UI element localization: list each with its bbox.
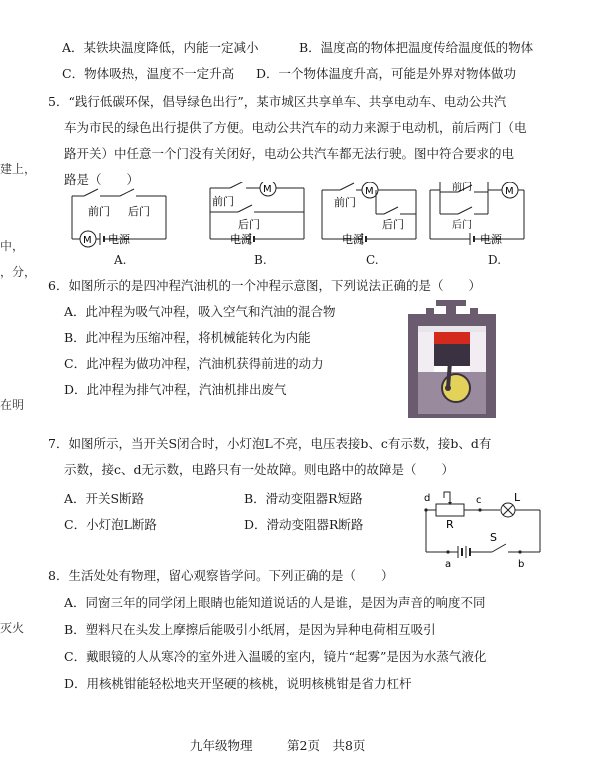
q7-circuit-diagram xyxy=(418,490,546,572)
edge-fragment: 中， xyxy=(0,239,25,253)
q7-option-b[interactable]: B．滑动变阻器R短路 xyxy=(244,491,363,506)
power-label: 电源 xyxy=(480,233,502,246)
circuit-diagram-b xyxy=(208,182,308,252)
q5-option-d[interactable]: D. xyxy=(488,253,502,267)
q7-option-c[interactable]: C．小灯泡L断路 xyxy=(64,517,157,532)
q7-option-a[interactable]: A．开关S断路 xyxy=(64,491,145,506)
q6-stem: 6．如图所示的是四冲程汽油机的一个冲程示意图，下列说法正确的是（ ） xyxy=(48,278,481,293)
q8-option-d[interactable]: D．用核桃钳能轻松地夹开坚硬的核桃，说明核桃钳是省力杠杆 xyxy=(64,676,412,691)
q4-option-a[interactable]: A．某铁块温度降低，内能一定减小 xyxy=(62,40,259,55)
front-door-label: 前门 xyxy=(88,205,110,218)
power-label: 电源 xyxy=(230,233,252,246)
q5-option-c[interactable]: C. xyxy=(366,253,379,267)
q7-stem-line: 7．如图所示，当开关S闭合时，小灯泡L不亮，电压表接b、c有示数，接b、d有 xyxy=(48,436,492,451)
footer-page-number: 第2页 共8页 xyxy=(287,738,366,753)
q6-option-d[interactable]: D．此冲程为排气冲程，汽油机排出废气 xyxy=(64,382,287,397)
edge-fragment: 灭火 xyxy=(0,621,25,635)
power-label: 电源 xyxy=(342,233,364,246)
circuit-diagram-d xyxy=(428,182,528,252)
engine-cylinder-illustration xyxy=(398,300,506,420)
edge-fragment: 建上， xyxy=(0,162,37,176)
q6-option-c[interactable]: C．此冲程为做功冲程，汽油机获得前进的动力 xyxy=(64,356,324,371)
node-b-label: b xyxy=(518,559,525,570)
q8-option-b[interactable]: B．塑料尺在头发上摩擦后能吸引小纸屑，是因为异种电荷相互吸引 xyxy=(64,622,436,637)
lamp-l-label: L xyxy=(514,491,521,504)
motor-icon: M xyxy=(505,186,514,197)
q8-option-a[interactable]: A．同窗三年的同学闭上眼睛也能知道说话的人是谁，是因为声音的响度不同 xyxy=(64,595,486,610)
q4-option-c[interactable]: C．物体吸热，温度不一定升高 xyxy=(62,66,235,81)
q4-option-d[interactable]: D．一个物体温度升高，可能是外界对物体做功 xyxy=(256,66,517,81)
q8-stem: 8．生活处处有物理，留心观察皆学问。下列正确的是（ ） xyxy=(48,568,394,583)
circuit-diagram-a xyxy=(70,182,170,252)
power-label: 电源 xyxy=(108,233,130,246)
footer-subject: 九年级物理 xyxy=(190,738,253,753)
q7-option-d[interactable]: D．滑动变阻器R断路 xyxy=(244,517,364,532)
back-door-label: 后门 xyxy=(452,220,472,231)
switch-s-label: S xyxy=(490,531,497,544)
node-c-label: c xyxy=(476,495,482,506)
front-door-label: 前门 xyxy=(334,196,356,209)
edge-fragment: 在明 xyxy=(0,398,25,412)
node-a-label: a xyxy=(445,559,452,570)
q7-stem-line: 示数，接c、d无示数，电路只有一处故障。则电路中的故障是（ ） xyxy=(64,462,455,477)
q5-stem-line: 5．“践行低碳环保，倡导绿色出行”，某市城区共享单车、共享电动车、电动公共汽 xyxy=(48,94,507,109)
circuit-diagram-c xyxy=(320,182,420,252)
q5-stem-line: 路是（ ） xyxy=(64,172,140,187)
q6-option-b[interactable]: B．此冲程为压缩冲程，将机械能转化为内能 xyxy=(64,330,311,345)
node-d-label: d xyxy=(424,493,431,504)
q8-option-c[interactable]: C．戴眼镜的人从寒冷的室外进入温暖的室内，镜片“起雾”是因为水蒸气液化 xyxy=(64,649,487,664)
q6-option-a[interactable]: A．此冲程为吸气冲程，吸入空气和汽油的混合物 xyxy=(64,304,336,319)
q5-option-a[interactable]: A. xyxy=(114,253,127,267)
rheostat-r-label: R xyxy=(446,518,454,531)
q5-stem-line: 车为市民的绿色出行提供了方便。电动公共汽车的动力来源于电动机，前后两门（电 xyxy=(64,120,527,135)
back-door-label: 后门 xyxy=(382,218,404,231)
back-door-label: 后门 xyxy=(238,218,260,231)
front-door-label: 前门 xyxy=(212,195,234,208)
motor-icon: M xyxy=(83,235,92,246)
q4-option-b[interactable]: B．温度高的物体把温度传给温度低的物体 xyxy=(299,40,534,55)
front-door-label: 前门 xyxy=(452,182,472,193)
edge-fragment: ，分， xyxy=(0,265,37,279)
q5-stem-line: 路开关）中任意一个门没有关闭好，电动公共汽车都无法行驶。图中符合要求的电 xyxy=(64,146,515,161)
q5-option-b[interactable]: B. xyxy=(254,253,267,267)
back-door-label: 后门 xyxy=(128,205,150,218)
motor-icon: M xyxy=(365,186,374,197)
motor-icon: M xyxy=(263,184,272,195)
